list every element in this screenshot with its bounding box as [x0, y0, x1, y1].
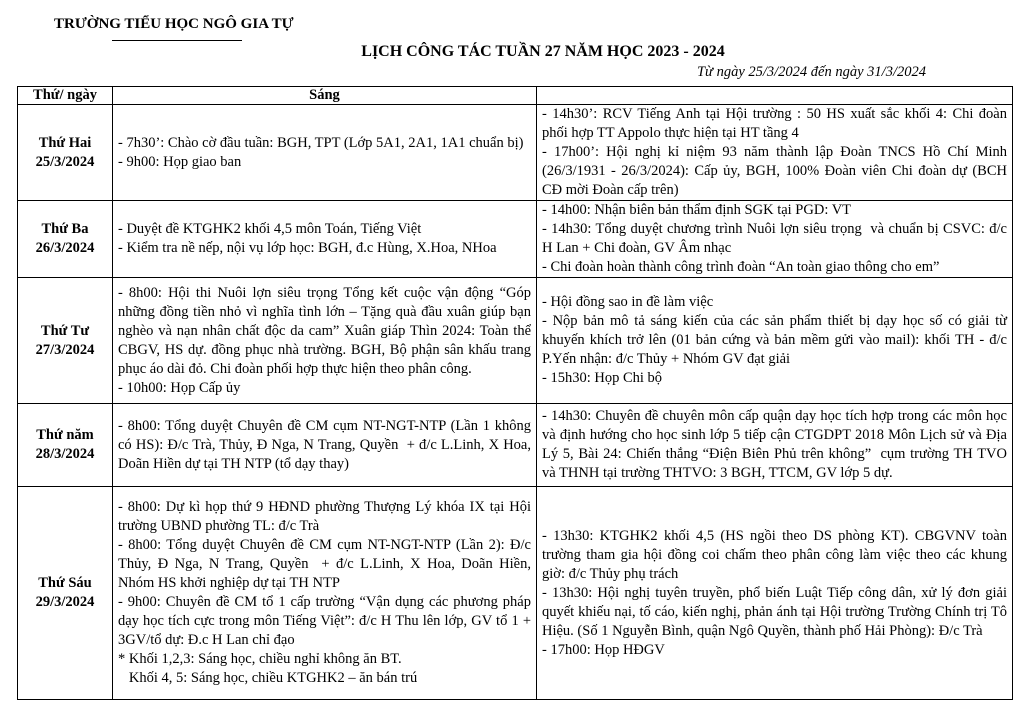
column-header-afternoon [537, 87, 1013, 105]
day-day: Thứ Sáu [38, 575, 92, 591]
day-date: 25/3/2024 [35, 153, 95, 170]
day-day: Thứ Ba [41, 221, 89, 237]
school-name: TRƯỜNG TIỂU HỌC NGÔ GIA TỰ [54, 16, 294, 32]
schedule-item: - 8h00: Dự kì họp thứ 9 HĐND phường Thượng Lý khóa IX tại Hội trường UBND phường TL: đ/c Trà [118, 499, 535, 534]
schedule-item: - 10h00: Họp Cấp ủy [118, 379, 241, 396]
schedule-item: - 14h30: Chuyên đề chuyên môn cấp quận dạy học tích hợp trong các môn học và định hướng cho học sinh lớp 5 tiếp cận CTGDPT 2018 Môn Lịch sử và Địa Lý 5, Bài 24: Chiến thắng “Điện Biên Phủ trên không” cụm trường TH TVO và THNH tại trường THTVO: 3 BGH, TTCM, GV lớp 5 dự. [542, 408, 1011, 481]
schedule-table [17, 86, 1013, 700]
day-cell [18, 404, 113, 487]
table-row [18, 404, 1013, 487]
schedule-item: - Hội đồng sao in đề làm việc [542, 294, 714, 310]
afternoon-cell [537, 105, 1013, 201]
schedule-item: - 8h00: Tổng duyệt Chuyên đề CM cụm NT-NGT-NTP (Lần 1 không có HS): Đ/c Trà, Thủy, Đ Nga, N Trang, Quyền + đ/c L.Linh, X Hoa, Doãn Hiền dự tại TH NTP (tổ dạy thay) [118, 417, 535, 472]
schedule-item: - 14h00: Nhận biên bản thẩm định SGK tại PGD: VT [542, 202, 852, 218]
day-cell [18, 278, 113, 404]
schedule-item: - 13h30: Hội nghị tuyên truyền, phổ biến Luật Tiếp công dân, xử lý đơn giải quyết khiếu nại, tố cáo, kiến nghị, phản ánh tại Hội trường Trường Chính trị Tô Hiệu. (Số 1 Nguyễn Bình, quận Ngô Quyền, thành phố Hải Phòng): Đ/c Trà [542, 584, 1011, 639]
day-date: 26/3/2024 [35, 240, 95, 256]
morning-cell [113, 404, 537, 487]
schedule-item: - 8h00: Hội thi Nuôi lợn siêu trọng Tổng kết cuộc vận động “Góp những đồng tiền nhỏ vì nghĩa tình lớn – Tặng quà đầu xuân giúp bạn nghèo và nạn nhân chất độc da cam” Xuân giáp Thìn 2024: Toàn thể CBGV, HS dự. đồng phục nhà trường. BGH, Bộ phận sân khấu trang phục áo dài đỏ. Chi đoàn phối hợp thực hiện theo phân công. [118, 284, 535, 377]
afternoon-cell [537, 201, 1013, 278]
schedule-item: - 9h00: Họp giao ban [118, 153, 242, 170]
table-header-row [18, 87, 1013, 105]
school-underline [112, 40, 242, 41]
afternoon-cell [537, 404, 1013, 487]
schedule-item: - Kiểm tra nề nếp, nội vụ lớp học: BGH, đ.c Hùng, X.Hoa, NHoa [118, 240, 497, 256]
schedule-item: - 9h00: Chuyên đề CM tổ 1 cấp trường “Vận dụng các phương pháp dạy học tích cực trong môn Tiếng Việt”: đ/c H Thu lên lớp, GV tổ 1 + 3GV/tổ dự: Đ.c H Lan chỉ đạo [118, 594, 535, 648]
schedule-item: - 15h30: Họp Chi bộ [542, 370, 663, 386]
schedule-item: - Nộp bản mô tả sáng kiến của các sản phẩm thiết bị dạy học số có giải từ khuyến khích trở lên (01 bản cứng và bản mềm gửi vào mail): khối TH - đ/c P.Yến nhận: đ/c Thủy + Nhóm GV đạt giải [542, 313, 1011, 367]
schedule-item: - 7h30’: Chào cờ đầu tuần: BGH, TPT (Lớp 5A1, 2A1, 1A1 chuẩn bị) [118, 134, 524, 151]
morning-cell [113, 278, 537, 404]
schedule-item: - 17h00’: Hội nghị kỉ niệm 93 năm thành lập Đoàn TNCS Hồ Chí Minh (26/3/1931 - 26/3/2024): Cấp ủy, BGH, 100% Đoàn viên Chi đoàn dự (BCH CĐ mời Đoàn cấp trên) [542, 144, 1011, 198]
day-day: Thứ Tư [40, 322, 90, 339]
day-date: 29/3/2024 [35, 594, 95, 610]
column-header-morning: Sáng [113, 87, 537, 105]
day-day: Thứ năm [36, 427, 94, 443]
schedule-item: - 14h30: Tổng duyệt chương trình Nuôi lợn siêu trọng và chuẩn bị CSVC: đ/c H Lan + Chi đoàn, GV Âm nhạc [542, 221, 1011, 256]
table-row [18, 487, 1013, 700]
column-header-day: Thứ/ ngày [18, 87, 113, 105]
schedule-item: - Duyệt đề KTGHK2 khối 4,5 môn Toán, Tiếng Việt [118, 221, 422, 237]
afternoon-cell [537, 278, 1013, 404]
schedule-item: - 17h00: Họp HĐGV [542, 641, 665, 658]
schedule-item: - 13h30: KTGHK2 khối 4,5 (HS ngồi theo DS phòng KT). CBGVNV toàn trường tham gia hội đồng coi chấm theo phân công làm việc theo các khung giờ: đ/c Thủy phụ trách [542, 527, 1011, 582]
day-cell [18, 487, 113, 700]
afternoon-cell [537, 487, 1013, 700]
table-row [18, 278, 1013, 404]
table-row [18, 201, 1013, 278]
schedule-item: * Khối 1,2,3: Sáng học, chiều nghỉ không ăn BT. [118, 651, 402, 667]
day-cell [18, 105, 113, 201]
table-row [18, 105, 1013, 201]
schedule-item: Khối 4, 5: Sáng học, chiều KTGHK2 – ăn bán trú [118, 670, 418, 686]
day-cell [18, 201, 113, 278]
page-title: LỊCH CÔNG TÁC TUẦN 27 NĂM HỌC 2023 - 2024 [361, 43, 725, 60]
date-range: Từ ngày 25/3/2024 đến ngày 31/3/2024 [696, 64, 926, 80]
schedule-item: - Chi đoàn hoàn thành công trình đoàn “An toàn giao thông cho em” [542, 259, 940, 275]
morning-cell [113, 487, 537, 700]
day-day: Thứ Hai [38, 134, 92, 151]
morning-cell [113, 201, 537, 278]
schedule-item: - 14h30’: RCV Tiếng Anh tại Hội trường : 50 HS xuất sắc khối 4: Chi đoàn phối hợp TT Appolo thực hiện tại HT tầng 4 [542, 106, 1011, 141]
day-date: 27/3/2024 [35, 341, 95, 358]
day-date: 28/3/2024 [35, 446, 95, 462]
morning-cell [113, 105, 537, 201]
schedule-item: - 8h00: Tổng duyệt Chuyên đề CM cụm NT-NGT-NTP (Lần 2): Đ/c Thủy, Đ Nga, N Trang, Quyền + đ/c L.Linh, X Hoa, Doãn Hiền, Nhóm HS khởi nghiệp dự tại TH NTP [118, 537, 535, 591]
